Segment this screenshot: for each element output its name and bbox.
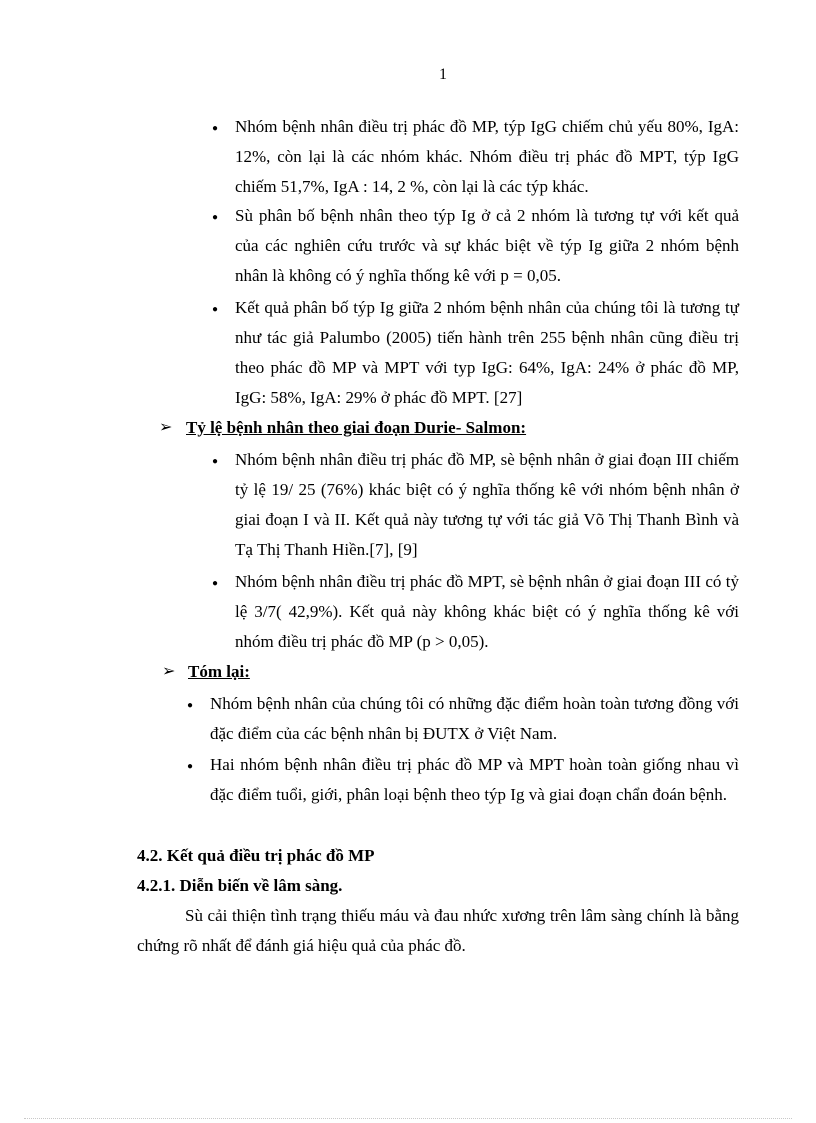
page-number: 1: [439, 66, 447, 83]
stage-bullet-1: Nhóm bệnh nhân điều trị phác đồ MP, sè bệnh nhân ở giai đoạn III chiếm tỷ lệ 19/ 25 (76%) khác biệt có ý nghĩa thống kê với nhóm bệnh nhân ở giai đoạn I và II. Kết quả này tương tự với tác giả Võ Thị Thanh Bình và Tạ Thị Thanh Hiền.[7], [9]: [235, 450, 739, 559]
ig-bullet-1: Nhóm bệnh nhân điều trị phác đồ MP, týp IgG chiếm chủ yếu 80%, IgA: 12%, còn lại là các nhóm khác. Nhóm điều trị phác đồ MPT, týp IgG chiếm 51,7%, IgA : 14, 2 %, còn lại là các týp khác.: [235, 117, 739, 196]
bullet-icon: ●: [212, 304, 219, 315]
summary-heading: Tóm lại:: [188, 662, 250, 681]
arrow-bullet-icon: ➢: [162, 663, 176, 680]
ig-bullet-2: Sù phân bố bệnh nhân theo týp Ig ở cả 2 nhóm là tương tự với kết quả của các nghiên cứu trước và sự khác biệt về týp Ig giữa 2 nhóm bệnh nhân là không có ý nghĩa thống kê với p = 0,05.: [235, 206, 739, 285]
stage-heading: Tỷ lệ bệnh nhân theo giai đoạn Durie- Salmon:: [186, 418, 527, 437]
section-heading-4-2: 4.2. Kết quả điều trị phác đồ MP: [137, 846, 375, 865]
bullet-icon: ●: [212, 123, 219, 134]
summary-bullet-1: Nhóm bệnh nhân của chúng tôi có những đặc điểm hoàn toàn tương đồng với đặc điểm của các bệnh nhân bị ĐUTX ở Việt Nam.: [210, 694, 739, 743]
bullet-icon: ●: [212, 212, 219, 223]
body-paragraph: Sù cải thiện tình trạng thiếu máu và đau nhức xương trên lâm sàng chính là bằng chứng rõ nhất để đánh giá hiệu quả của phác đồ.: [137, 906, 739, 955]
ig-bullet-3: Kết quả phân bố týp Ig giữa 2 nhóm bệnh nhân của chúng tôi là tương tự như tác giả Palumbo (2005) tiến hành trên 255 bệnh nhân cũng điều trị theo phác đồ MP và MPT với typ IgG: 64%, IgA: 24% ở phác đồ MP, IgG: 58%, IgA: 29% ở phác đồ MPT. [27]: [235, 298, 739, 407]
footer-divider: [24, 1118, 792, 1119]
bullet-icon: ●: [187, 761, 194, 772]
bullet-icon: ●: [212, 578, 219, 589]
bullet-icon: ●: [187, 700, 194, 711]
subsection-heading-4-2-1: 4.2.1. Diễn biến về lâm sàng.: [137, 876, 343, 895]
bullet-icon: ●: [212, 456, 219, 467]
stage-bullet-2: Nhóm bệnh nhân điều trị phác đồ MPT, sè bệnh nhân ở giai đoạn III có tỷ lệ 3/7( 42,9%). Kết quả này không khác biệt có ý nghĩa thống kê với nhóm điều trị phác đồ MP (p > 0,05).: [235, 572, 739, 651]
arrow-bullet-icon: ➢: [159, 419, 173, 436]
summary-bullet-2: Hai nhóm bệnh nhân điều trị phác đồ MP và MPT hoàn toàn giống nhau vì đặc điểm tuổi, giới, phân loại bệnh theo týp Ig và giai đoạn chẩn đoán bệnh.: [210, 755, 739, 804]
